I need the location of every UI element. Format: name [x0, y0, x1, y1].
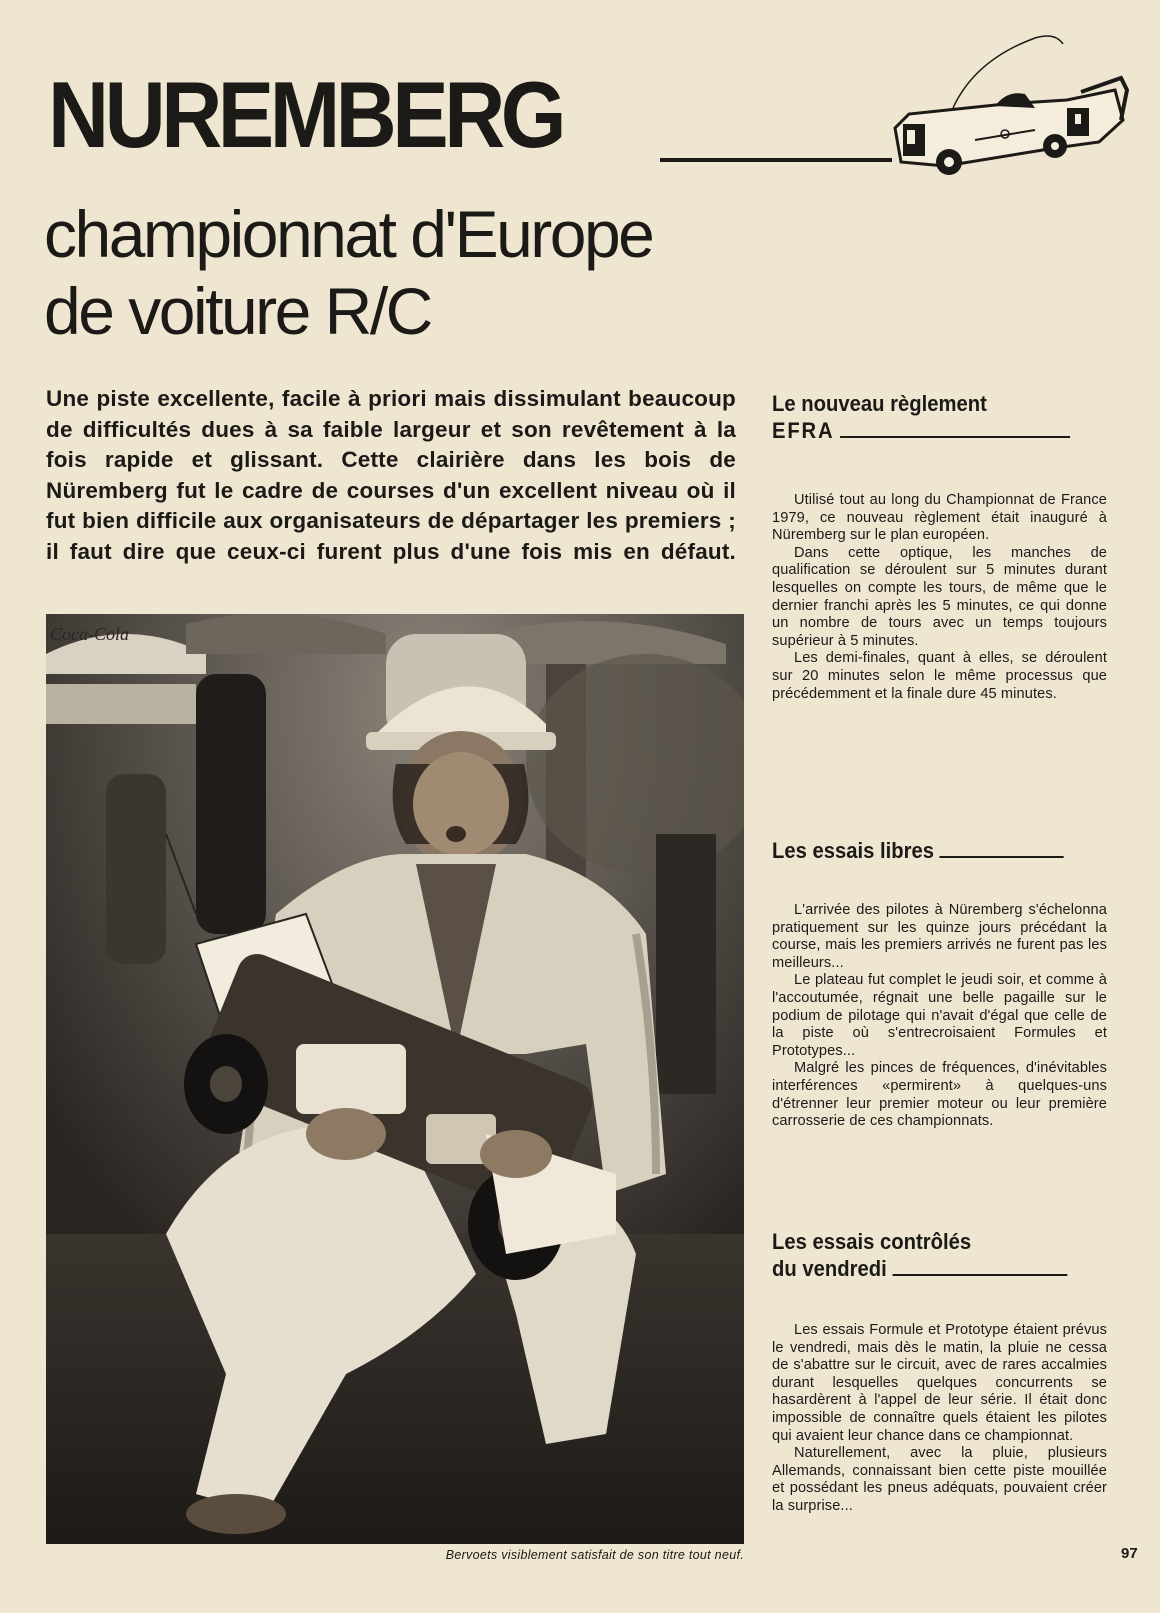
section-efra — [772, 390, 1107, 703]
section-essais-libres — [772, 837, 1107, 1131]
heading-rule — [940, 856, 1064, 858]
section-heading-line-1: Les essais libres — [772, 838, 935, 863]
paragraph: Naturellement, avec la pluie, plusieurs Allemands, connaissant bien cette piste mouillée et possédant les pneus adéquats, pouvaient créer la surprise... — [772, 1445, 1107, 1514]
race-car-illustration — [885, 30, 1135, 190]
section-body — [772, 492, 1107, 703]
heading-rule — [840, 436, 1070, 438]
section-body — [772, 902, 1107, 1131]
section-heading — [772, 390, 1080, 444]
lead-paragraph: Une piste excellente, facile à priori mais dissimulant beaucoup de difficultés dues à sa faible largeur et son revêtement à la fois rapide et glissant. Cette clairière dans les bois de Nüremberg fut le cadre de courses d'un excellent niveau où il fut bien difficile aux organisateurs de départager les premiers ; il faut dire que ceux-ci furent plus d'une fois mis en défaut. — [46, 386, 736, 564]
article-subtitle — [44, 196, 652, 350]
paragraph: Les demi-finales, quant à elles, se déroulent sur 20 minutes selon le même processus que précédemment et la finale dure 45 minutes. — [772, 650, 1107, 702]
article-title: NUREMBERG — [48, 62, 563, 167]
photo-caption: Bervoets visiblement satisfait de son titre tout neuf. — [445, 1548, 744, 1562]
subtitle-line-1: championnat d'Europe — [44, 197, 653, 271]
paragraph: Dans cette optique, les manches de qualification se déroulent sur 5 minutes durant lesquelles on compte les tours, de même que le dernier franchi après les 5 minutes, ce qui donne un nombre de tours avec un temps toujours supérieur à 5 minutes. — [772, 544, 1107, 649]
section-heading-line-1: Les essais contrôlés — [772, 1229, 972, 1254]
section-heading-line-1: Le nouveau règlement — [772, 391, 987, 416]
photo-sign-text: Coca-Cola — [50, 624, 129, 644]
section-body — [772, 1322, 1107, 1516]
subtitle-line-2: de voiture R/C — [44, 274, 431, 348]
section-heading — [772, 837, 1080, 864]
title-rule — [660, 158, 892, 162]
section-heading-line-2: du vendredi — [772, 1256, 887, 1281]
paragraph: Les essais Formule et Prototype étaient prévus le vendredi, mais dès le matin, la pluie ne cessa de s'abattre sur le circuit, avec de rares accalmies durant lesquelles quelques concurrents se hasardèrent à l'appel de leur série. Il était donc impossible de connaître quels étaient les pilotes qui avaient leur chance dans ce championnat. — [772, 1322, 1107, 1444]
section-heading — [772, 1228, 1080, 1282]
heading-rule — [892, 1274, 1067, 1276]
paragraph: Malgré les pinces de fréquences, d'inévitables interférences «permirent» à quelques-uns d'étrenner leur premier moteur ou leur première carrosserie de ces championnats. — [772, 1060, 1107, 1130]
paragraph: Le plateau fut complet le jeudi soir, et comme à l'accoutumée, régnait une belle pagaille sur le podium de pilotage qui n'avait d'égal que celle de la piste où s'entrecroisaient Formules et Prototypes... — [772, 972, 1107, 1059]
section-essais-controles — [772, 1228, 1107, 1516]
paragraph: Utilisé tout au long du Championnat de France 1979, ce nouveau règlement était inauguré à Nüremberg sur le plan européen. — [772, 492, 1107, 544]
photo-racer-with-rc-car — [46, 614, 744, 1544]
page-number: 97 — [1121, 1545, 1138, 1562]
section-heading-line-2: EFRA — [772, 418, 835, 443]
article-photo — [46, 614, 744, 1544]
paragraph: L'arrivée des pilotes à Nüremberg s'échelonna pratiquement sur les quinze jours précédant la course, mais les premiers arrivés ne furent pas les meilleurs... — [772, 902, 1107, 971]
